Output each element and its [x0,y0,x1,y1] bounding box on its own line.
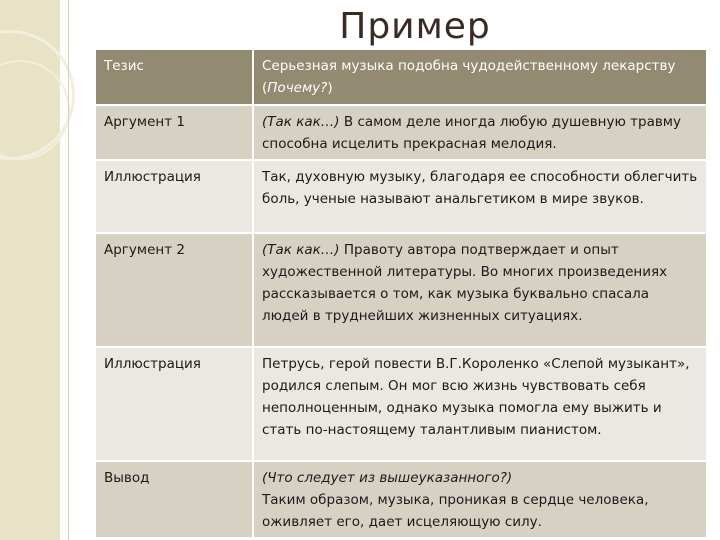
decorative-divider [68,0,69,540]
row-text: Так, духовную музыку, благодаря ее способности облегчить боль, ученые называют анальгетиком в мире звуков. [253,160,706,233]
argument-table [96,50,706,539]
row-text: Петрусь, герой повести В.Г.Короленко «Слепой музыкант», родился слепым. Он мог всю жизнь чувствовать себя неполноценным, однако музыка помогла ему выжить и стать по-настоящему талантливым пианистом. [253,347,706,461]
row-label: Иллюстрация [96,160,253,233]
row-text: (Так как…) В самом деле иногда любую душевную травму способна исцелить прекрасная мелодия. [253,105,706,160]
row-label: Иллюстрация [96,347,253,461]
row-label: Аргумент 2 [96,233,253,347]
row-label: Тезис [96,50,253,105]
table-row [96,50,706,105]
table-row [96,233,706,347]
row-label: Вывод [96,461,253,538]
table-row [96,105,706,160]
decorative-side-band [0,0,60,540]
table-row [96,347,706,461]
row-text: (Так как…) Правоту автора подтверждает и опыт художественной литературы. Во многих произведениях рассказывается о том, как музыка буквально спасала людей в труднейших жизненных ситуациях. [253,233,706,347]
table-row [96,461,706,538]
table-row [96,160,706,233]
row-text: Серьезная музыка подобна чудодейственному лекарству (Почему?) [253,50,706,105]
row-label: Аргумент 1 [96,105,253,160]
row-text: (Что следует из вышеуказанного?) Таким образом, музыка, проникая в сердце человека, оживляет его, дает исцеляющую силу. [253,461,706,538]
page-title: Пример [339,6,491,47]
